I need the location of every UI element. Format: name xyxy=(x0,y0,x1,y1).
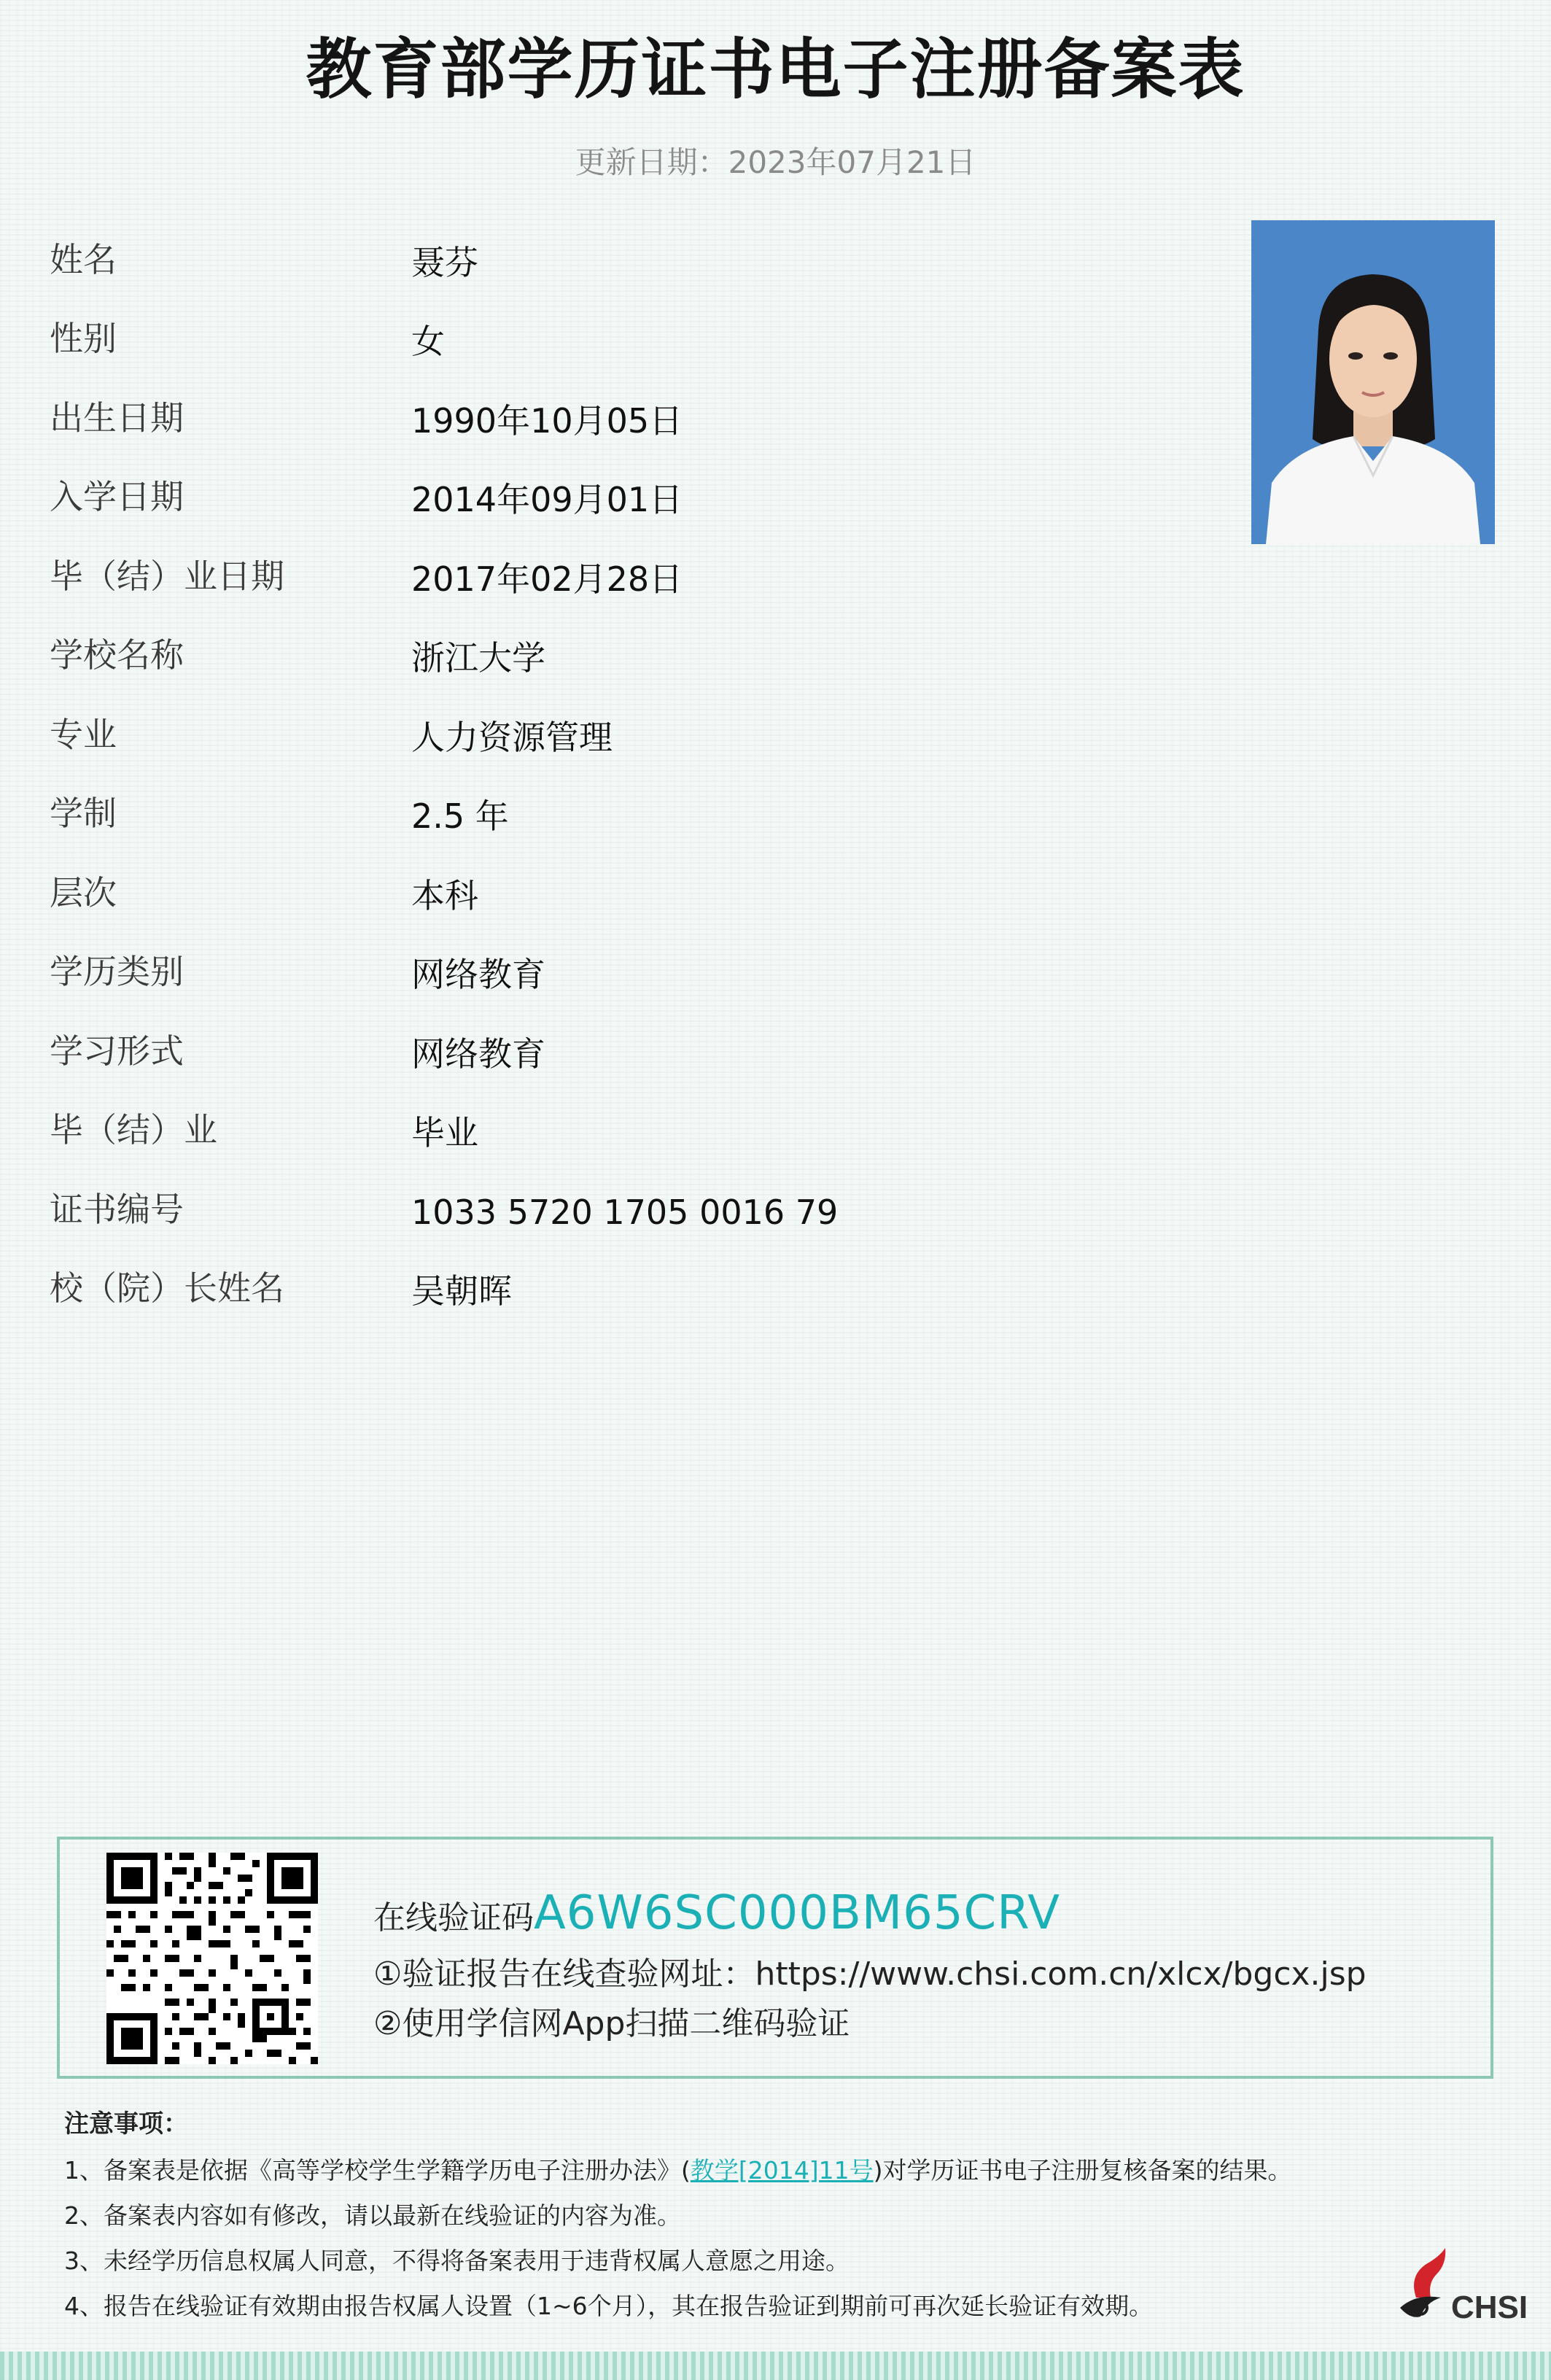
field-value-gender: 女 xyxy=(411,322,445,361)
field-label-certificate-no: 证书编号 xyxy=(50,1190,184,1229)
note-item-1 xyxy=(64,2152,1291,2186)
field-label-name: 姓名 xyxy=(50,240,117,279)
note-item-3: 3、未经学历信息权属人同意，不得将备案表用于违背权属人意愿之用途。 xyxy=(64,2247,850,2275)
note-item-1-before: 1、备案表是依据《高等学校学生学籍学历电子注册办法》( xyxy=(64,2156,691,2185)
field-value-certificate-no: 1033 5720 1705 0016 79 xyxy=(411,1193,839,1232)
verification-url-line: ①验证报告在线查验网址：https://www.chsi.com.cn/xlcx/bgcx.jsp xyxy=(373,1955,1367,1993)
notes-title: 注意事项： xyxy=(64,2109,188,2139)
field-label-duration: 学制 xyxy=(50,794,117,833)
field-value-school: 浙江大学 xyxy=(411,638,545,678)
field-value-study-form: 网络教育 xyxy=(411,1034,545,1074)
field-label-education-type: 学历类别 xyxy=(50,952,184,991)
field-value-graduate-date: 2017年02月28日 xyxy=(411,559,683,599)
field-label-enroll-date: 入学日期 xyxy=(50,477,184,516)
field-label-major: 专业 xyxy=(50,715,117,754)
field-label-president: 校（院）长姓名 xyxy=(50,1268,284,1308)
verification-code: A6W6SC000BM65CRV xyxy=(534,1886,1060,1940)
field-value-major: 人力资源管理 xyxy=(411,718,613,757)
chsi-logo xyxy=(1394,2247,1540,2327)
page-title: 教育部学历证书电子注册备案表 xyxy=(306,31,1245,108)
field-value-birth-date: 1990年10月05日 xyxy=(411,401,683,441)
note-item-2: 2、备案表内容如有修改，请以最新在线验证的内容为准。 xyxy=(64,2201,681,2230)
decorative-border xyxy=(0,2352,1551,2380)
field-value-level: 本科 xyxy=(411,876,478,915)
field-value-enroll-date: 2014年09月01日 xyxy=(411,480,683,519)
field-label-study-form: 学习形式 xyxy=(50,1031,184,1071)
chsi-logo-text: CHSI xyxy=(1451,2290,1528,2325)
note-item-4: 4、报告在线验证有效期由报告权属人设置（1~6个月），其在报告验证到期前可再次延长验证有效期。 xyxy=(64,2292,1154,2320)
qr-code-icon[interactable] xyxy=(106,1853,318,2064)
field-label-school: 学校名称 xyxy=(50,635,184,675)
verification-code-line xyxy=(373,1886,1060,1940)
regulation-link[interactable]: 教学[2014]11号 xyxy=(690,2156,874,2185)
field-label-level: 层次 xyxy=(50,873,117,912)
field-value-name: 聂芬 xyxy=(411,243,478,282)
update-date: 更新日期：2023年07月21日 xyxy=(575,144,976,180)
verification-code-label: 在线验证码 xyxy=(373,1899,534,1937)
field-label-graduation: 毕（结）业 xyxy=(50,1110,217,1150)
verification-box xyxy=(57,1837,1493,2079)
field-label-birth-date: 出生日期 xyxy=(50,398,184,438)
note-item-1-after: )对学历证书电子注册复核备案的结果。 xyxy=(873,2156,1292,2185)
field-label-gender: 性别 xyxy=(50,319,117,358)
field-value-education-type: 网络教育 xyxy=(411,955,545,994)
field-label-graduate-date: 毕（结）业日期 xyxy=(50,557,284,596)
verification-app-line: ②使用学信网App扫描二维码验证 xyxy=(373,2005,850,2042)
field-value-president: 吴朝晖 xyxy=(411,1271,512,1311)
field-value-duration: 2.5 年 xyxy=(411,796,509,836)
portrait-photo xyxy=(1251,220,1495,544)
field-value-graduation: 毕业 xyxy=(411,1113,478,1152)
